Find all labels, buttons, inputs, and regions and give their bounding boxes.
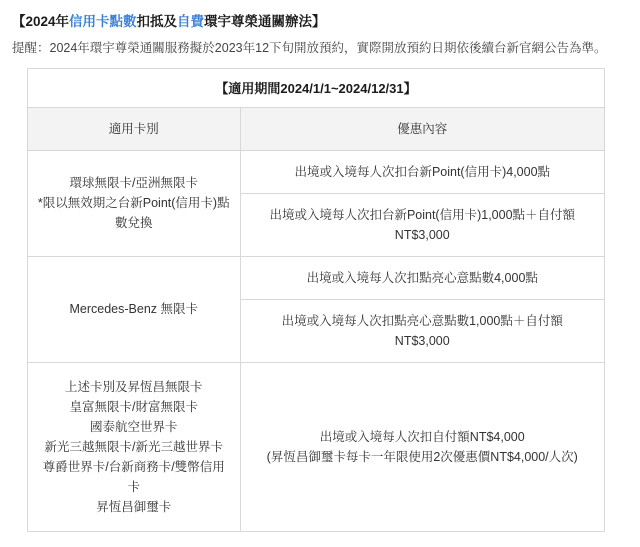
card-type-line: 上述卡別及昇恆昌無限卡 bbox=[64, 379, 203, 394]
card-type-line: 卡 bbox=[127, 479, 140, 494]
card-type-line: Mercedes-Benz 無限卡 bbox=[69, 302, 198, 317]
benefit-line: 出境或入境每人次扣台新Point(信用卡)1,000點＋自付額 bbox=[269, 207, 576, 222]
period-header: 【適用期間2024/1/1~2024/12/31】 bbox=[28, 69, 604, 108]
page-title-highlight-points: 信用卡點數 bbox=[69, 14, 137, 29]
card-type-cell-1 bbox=[28, 150, 240, 256]
benefit-line: 出境或入境每人次扣自付額NT$4,000 bbox=[319, 429, 525, 444]
column-header-card-type: 適用卡別 bbox=[28, 108, 240, 151]
benefit-cell bbox=[240, 256, 604, 299]
page-title-prefix: 【2024年 bbox=[12, 14, 70, 29]
benefit-cell bbox=[240, 150, 604, 193]
benefits-table bbox=[28, 108, 604, 532]
notice-text: 提醒：2024年環宇尊榮通關服務擬於2023年12下旬開放預約，實際開放預約日期依後續台新官網公告為準。 bbox=[12, 41, 607, 55]
table-row bbox=[28, 362, 604, 531]
card-type-line: 新光三越無限卡/新光三越世界卡 bbox=[44, 439, 223, 454]
card-type-line: 尊爵世界卡/台新商務卡/雙幣信用 bbox=[42, 459, 225, 474]
page-title-middle: 扣抵及 bbox=[136, 14, 178, 29]
table-header-row bbox=[28, 108, 604, 151]
card-type-cell-3 bbox=[28, 362, 240, 531]
page-title-suffix: 環宇尊榮通關辦法】 bbox=[204, 14, 326, 29]
benefit-cell bbox=[240, 299, 604, 362]
card-type-line: *限以無效期之台新Point(信用卡)點 bbox=[37, 196, 230, 211]
page-title-highlight-selfpay: 自費 bbox=[177, 14, 205, 29]
benefit-cell bbox=[240, 193, 604, 256]
page-title bbox=[12, 10, 628, 30]
benefit-cell bbox=[240, 362, 604, 531]
card-type-line: 皇富無限卡/財富無限卡 bbox=[69, 399, 198, 414]
column-header-benefit: 優惠內容 bbox=[240, 108, 604, 151]
card-type-cell-2 bbox=[28, 256, 240, 362]
card-type-line: 數兌換 bbox=[114, 216, 153, 231]
benefit-line: NT$3,000 bbox=[394, 227, 450, 242]
card-type-line: 國泰航空世界卡 bbox=[89, 419, 178, 434]
table-row bbox=[28, 256, 604, 299]
benefits-table-wrapper bbox=[27, 68, 605, 532]
card-type-line: 環球無限卡/亞洲無限卡 bbox=[69, 176, 198, 191]
card-type-line: 昇恆昌御璽卡 bbox=[96, 499, 172, 514]
benefit-line: 出境或入境每人次扣點亮心意點數4,000點 bbox=[306, 270, 538, 285]
benefit-line: NT$3,000 bbox=[394, 333, 450, 348]
benefit-line: 出境或入境每人次扣點亮心意點數1,000點＋自付額 bbox=[281, 313, 563, 328]
benefit-line: 出境或入境每人次扣台新Point(信用卡)4,000點 bbox=[294, 164, 551, 179]
benefit-line: (昇恆昌御璽卡每卡一年限使用2次優惠價NT$4,000/人次) bbox=[266, 449, 578, 464]
table-row bbox=[28, 150, 604, 193]
